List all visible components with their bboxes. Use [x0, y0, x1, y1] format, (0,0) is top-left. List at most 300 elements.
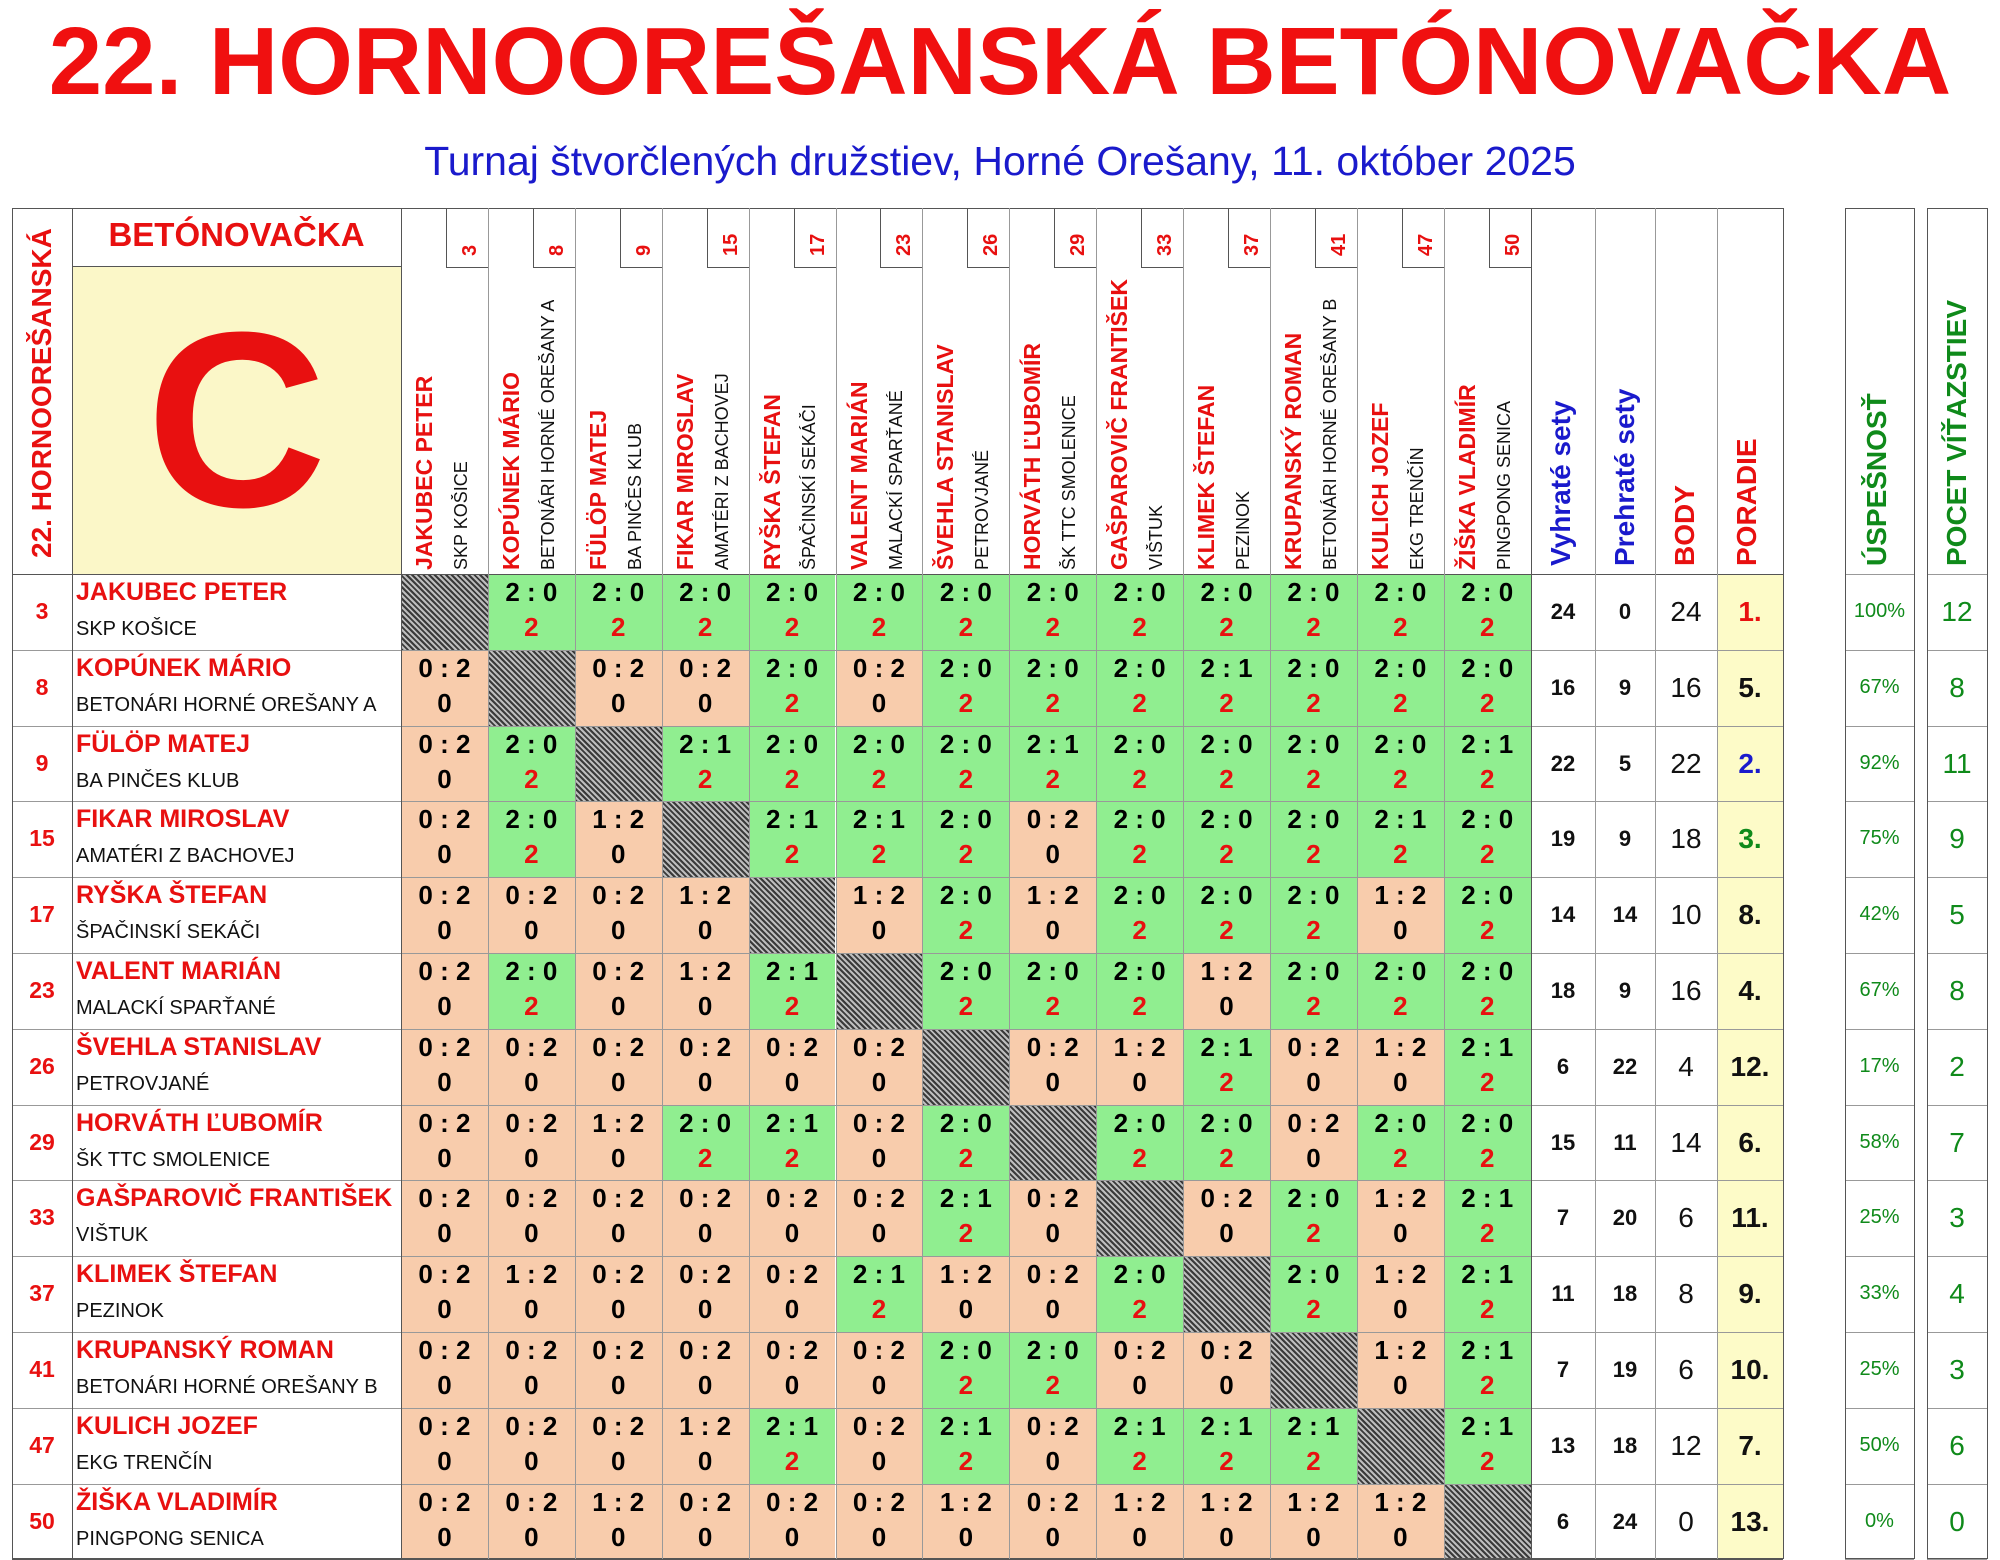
row-rank: 7. — [1738, 1429, 1762, 1461]
self-match-cell — [749, 877, 836, 953]
match-points: 2 — [1306, 687, 1321, 718]
match-cell — [922, 1408, 1009, 1484]
match-points: 0 — [437, 1370, 452, 1400]
row-won-sets: 16 — [1550, 674, 1576, 700]
grid-line — [575, 208, 576, 1559]
match-points: 2 — [1306, 839, 1321, 870]
row-points: 24 — [1670, 596, 1702, 627]
column-player-number-box — [1489, 208, 1531, 268]
match-cell — [1270, 1180, 1357, 1256]
match-points: 2 — [958, 1370, 974, 1400]
match-points: 0 — [871, 1370, 887, 1400]
match-points: 0 — [784, 1218, 800, 1249]
row-points: 6 — [1678, 1354, 1694, 1385]
match-score: 0 : 2 — [766, 1486, 819, 1517]
match-cell — [575, 877, 662, 953]
grid-line — [749, 208, 750, 1559]
row-points: 10 — [1670, 899, 1702, 931]
match-cell — [662, 1332, 749, 1408]
match-cell — [836, 1332, 923, 1408]
match-points: 0 — [871, 1521, 887, 1552]
page-subtitle: Turnaj štvorčlených družstiev, Horné Orešany, 11. október 2025 — [424, 138, 1576, 184]
match-points: 2 — [1045, 763, 1060, 794]
match-points: 0 — [1393, 1066, 1408, 1097]
match-points: 0 — [524, 1066, 539, 1097]
column-player-club: AMATÉRI Z BACHOVEJ — [711, 373, 732, 570]
column-player-club: EKG TRENČÍN — [1406, 447, 1427, 570]
grid-line — [1845, 1029, 1914, 1030]
match-points: 0 — [1393, 915, 1408, 946]
column-player-club: MALACKÍ SPARŤANÉ — [885, 390, 906, 570]
match-score: 2 : 0 — [1200, 880, 1253, 911]
match-points: 2 — [1045, 687, 1060, 718]
match-points: 2 — [1219, 763, 1234, 794]
grid-line — [1927, 1408, 1987, 1409]
row-points: 4 — [1678, 1050, 1694, 1082]
self-match-cell — [836, 953, 923, 1029]
grid-line — [1845, 1180, 1914, 1181]
grid-line — [1927, 877, 1987, 878]
match-score: 2 : 0 — [1287, 652, 1340, 683]
match-score: 2 : 1 — [1461, 1259, 1514, 1290]
match-score: 0 : 2 — [1113, 1335, 1166, 1365]
self-match-cell — [922, 1029, 1009, 1105]
match-score: 0 : 2 — [418, 1107, 471, 1138]
match-cell — [1357, 1256, 1444, 1332]
row-won-sets: 6 — [1556, 1508, 1570, 1534]
match-score: 0 : 2 — [1287, 1107, 1340, 1138]
match-points: 0 — [611, 1521, 626, 1552]
row-rank: 4. — [1738, 975, 1762, 1006]
match-cell — [1009, 801, 1096, 877]
match-score: 2 : 0 — [1113, 652, 1166, 683]
match-points: 0 — [1393, 1370, 1408, 1400]
column-player-club: ŠK TTC SMOLENICE — [1059, 395, 1080, 570]
match-points: 0 — [697, 1066, 713, 1097]
row-player-name: KULICH JOZEF — [76, 1411, 258, 1440]
match-score: 2 : 0 — [1200, 1107, 1253, 1138]
match-score: 2 : 0 — [1287, 804, 1340, 835]
match-score: 2 : 1 — [939, 1410, 992, 1441]
match-score: 2 : 0 — [1200, 577, 1253, 607]
match-score: 0 : 2 — [766, 1031, 819, 1062]
match-points: 0 — [697, 991, 713, 1021]
match-cell — [1270, 1105, 1357, 1181]
match-points: 2 — [958, 612, 974, 642]
match-score: 2 : 1 — [852, 1259, 905, 1290]
row-wins-count: 8 — [1949, 975, 1965, 1006]
match-points: 0 — [697, 1370, 713, 1400]
match-score: 1 : 2 — [1374, 1183, 1427, 1214]
row-player-number: 8 — [35, 673, 49, 700]
match-cell — [488, 574, 575, 650]
match-cell — [749, 574, 836, 650]
match-points: 2 — [784, 612, 800, 642]
header-lost-sets: Prehraté sety — [1609, 388, 1640, 566]
column-player-name: JAKUBEC PETER — [411, 375, 437, 570]
row-rank: 5. — [1738, 671, 1762, 703]
match-cell — [749, 1484, 836, 1560]
grid-line — [1927, 1180, 1987, 1181]
match-points: 0 — [871, 1218, 887, 1249]
column-player-name: ŽIŠKA VLADIMÍR — [1453, 384, 1480, 570]
match-score: 2 : 1 — [1200, 1031, 1253, 1062]
row-rank: 13. — [1730, 1505, 1770, 1537]
match-score: 2 : 1 — [1461, 1335, 1514, 1365]
match-points: 2 — [1393, 1142, 1408, 1173]
match-points: 0 — [611, 1142, 626, 1173]
match-score: 0 : 2 — [418, 1031, 471, 1062]
grid-line — [12, 801, 1783, 802]
corner-label: BETÓNOVAČKA — [108, 216, 365, 253]
match-points: 2 — [697, 763, 713, 794]
match-cell — [922, 1105, 1009, 1181]
match-cell — [401, 801, 488, 877]
match-points: 2 — [871, 612, 887, 642]
row-lost-sets: 18 — [1612, 1432, 1638, 1458]
match-score: 0 : 2 — [505, 1410, 558, 1441]
match-score: 1 : 2 — [1374, 1031, 1427, 1062]
match-score: 2 : 0 — [939, 1335, 992, 1365]
match-cell — [1009, 1256, 1096, 1332]
match-points: 2 — [1219, 915, 1234, 946]
column-player-club: SKP KOŠICE — [451, 461, 471, 570]
row-player-club: SKP KOŠICE — [76, 618, 197, 640]
match-score: 2 : 0 — [505, 804, 558, 835]
match-points: 0 — [1306, 1066, 1321, 1097]
match-score: 2 : 1 — [766, 1410, 819, 1441]
match-cell — [1096, 726, 1183, 802]
match-score: 0 : 2 — [1026, 804, 1079, 835]
match-points: 0 — [1045, 1294, 1060, 1325]
row-player-number: 9 — [35, 749, 49, 776]
row-success-rate: 0% — [1865, 1509, 1894, 1532]
row-player-club: BA PINČES KLUB — [76, 769, 240, 792]
match-cell — [1183, 1029, 1270, 1105]
match-score: 0 : 2 — [505, 1486, 558, 1517]
row-player-name: ŠVEHLA STANISLAV — [76, 1032, 322, 1061]
match-cell — [1096, 1332, 1183, 1408]
match-points: 0 — [437, 991, 452, 1021]
grid-line — [1845, 650, 1914, 651]
match-cell — [1270, 801, 1357, 877]
grid-line — [1927, 953, 1987, 954]
match-cell — [836, 574, 923, 650]
match-cell — [1270, 574, 1357, 650]
row-wins-count: 8 — [1949, 671, 1965, 703]
match-cell — [749, 1029, 836, 1105]
match-points: 2 — [1393, 991, 1408, 1021]
grid-line — [662, 208, 663, 1559]
grid-line — [1927, 574, 1987, 575]
match-score: 0 : 2 — [592, 652, 645, 683]
match-score: 0 : 2 — [1200, 1335, 1253, 1365]
match-score: 2 : 0 — [939, 1107, 992, 1138]
match-score: 0 : 2 — [1026, 1031, 1079, 1062]
row-rank: 3. — [1738, 823, 1762, 855]
grid-line — [1183, 208, 1184, 1559]
row-won-sets: 19 — [1550, 826, 1576, 852]
match-cell — [1444, 953, 1531, 1029]
match-cell — [749, 1105, 836, 1181]
match-cell — [1444, 650, 1531, 726]
match-cell — [922, 1256, 1009, 1332]
match-score: 0 : 2 — [418, 728, 471, 759]
column-player-number: 50 — [1501, 233, 1524, 256]
match-points: 2 — [958, 839, 974, 870]
row-lost-sets: 5 — [1618, 750, 1632, 776]
match-score: 2 : 0 — [1374, 728, 1427, 759]
match-score: 1 : 2 — [852, 880, 905, 911]
match-cell — [922, 1484, 1009, 1560]
row-success-rate: 42% — [1859, 903, 1900, 926]
match-points: 2 — [958, 1142, 974, 1173]
row-player-number: 33 — [29, 1204, 55, 1231]
row-player-name: RYŠKA ŠTEFAN — [76, 881, 268, 910]
row-points: 22 — [1670, 747, 1702, 779]
match-cell — [1444, 1332, 1531, 1408]
match-score: 2 : 0 — [1461, 577, 1514, 607]
match-cell — [836, 1180, 923, 1256]
row-player-number: 29 — [29, 1128, 55, 1155]
match-points: 0 — [871, 1142, 887, 1173]
grid-line — [1845, 953, 1914, 954]
match-points: 0 — [1045, 1445, 1060, 1476]
match-cell — [836, 877, 923, 953]
grid-line — [12, 953, 1783, 954]
match-points: 0 — [958, 1294, 974, 1325]
match-score: 2 : 1 — [939, 1183, 992, 1214]
header-points: BODY — [1669, 485, 1700, 566]
match-points: 2 — [1132, 612, 1147, 642]
match-score: 2 : 0 — [766, 728, 819, 759]
match-points: 0 — [784, 1370, 800, 1400]
match-points: 0 — [1045, 839, 1060, 870]
match-cell — [1357, 1180, 1444, 1256]
row-success-rate: 25% — [1859, 1206, 1900, 1229]
match-points: 2 — [1480, 1370, 1495, 1400]
match-score: 0 : 2 — [766, 1259, 819, 1290]
match-cell — [662, 1408, 749, 1484]
row-points: 16 — [1670, 671, 1702, 703]
row-won-sets: 11 — [1551, 1281, 1575, 1307]
match-cell — [749, 801, 836, 877]
match-score: 1 : 2 — [1200, 956, 1253, 986]
row-player-club: BETONÁRI HORNÉ OREŠANY A — [76, 693, 377, 716]
match-cell — [1183, 801, 1270, 877]
row-success-rate: 17% — [1859, 1054, 1900, 1077]
row-player-number: 50 — [29, 1507, 55, 1534]
grid-line — [1927, 650, 1987, 651]
match-score: 0 : 2 — [592, 1410, 645, 1441]
match-cell — [1270, 953, 1357, 1029]
row-player-name: ŽIŠKA VLADIMÍR — [76, 1487, 278, 1516]
column-player-club: ŠPAČINSKÍ SEKÁČI — [798, 404, 819, 570]
match-score: 0 : 2 — [418, 804, 471, 835]
match-cell — [575, 1332, 662, 1408]
match-score: 1 : 2 — [592, 804, 645, 835]
column-player-number: 26 — [980, 233, 1003, 256]
grid-line — [12, 1180, 1783, 1181]
match-score: 2 : 0 — [939, 804, 992, 835]
match-cell — [1270, 1408, 1357, 1484]
match-score: 0 : 2 — [505, 1107, 558, 1138]
row-player-number: 37 — [29, 1280, 55, 1307]
match-score: 0 : 2 — [418, 1259, 471, 1290]
match-points: 0 — [524, 1445, 539, 1476]
grid-line — [12, 650, 1783, 651]
match-cell — [1444, 574, 1531, 650]
match-score: 0 : 2 — [1026, 1259, 1079, 1290]
match-cell — [836, 1408, 923, 1484]
match-points: 2 — [871, 763, 887, 794]
grid-line — [72, 266, 401, 267]
self-match-cell — [1183, 1256, 1270, 1332]
match-cell — [662, 1029, 749, 1105]
match-cell — [401, 877, 488, 953]
match-score: 2 : 0 — [939, 880, 992, 911]
match-score: 2 : 0 — [1287, 880, 1340, 911]
match-points: 0 — [524, 1294, 539, 1325]
grid-line — [836, 208, 837, 1559]
match-points: 2 — [784, 1142, 800, 1173]
self-match-cell — [1096, 1180, 1183, 1256]
row-lost-sets: 18 — [1612, 1281, 1638, 1307]
match-cell — [1444, 1180, 1531, 1256]
match-points: 2 — [958, 687, 974, 718]
column-player-number-box — [620, 208, 662, 268]
match-points: 2 — [1480, 612, 1495, 642]
match-score: 1 : 2 — [1374, 1335, 1427, 1365]
grid-line — [488, 208, 489, 1559]
match-score: 0 : 2 — [852, 1183, 905, 1214]
grid-line — [1655, 208, 1656, 1559]
match-points: 2 — [1306, 915, 1321, 946]
match-cell — [1357, 953, 1444, 1029]
match-points: 0 — [524, 915, 539, 946]
match-cell — [488, 801, 575, 877]
match-points: 2 — [524, 839, 539, 870]
match-points: 2 — [1132, 915, 1147, 946]
grid-line — [1927, 1484, 1987, 1485]
match-points: 0 — [437, 1066, 452, 1097]
match-cell — [1357, 1484, 1444, 1560]
match-cell — [1357, 1029, 1444, 1105]
match-cell — [575, 1408, 662, 1484]
row-player-name: KRUPANSKÝ ROMAN — [76, 1336, 334, 1364]
row-rank: 2. — [1738, 747, 1762, 779]
match-cell — [1009, 574, 1096, 650]
match-score: 0 : 2 — [505, 1031, 558, 1062]
grid-line — [1009, 208, 1010, 1559]
match-score: 0 : 2 — [418, 1183, 471, 1214]
match-points: 2 — [524, 991, 539, 1021]
match-score: 2 : 0 — [1200, 804, 1253, 835]
match-points: 2 — [1219, 1142, 1234, 1173]
match-cell — [401, 726, 488, 802]
row-player-club: PEZINOK — [76, 1300, 164, 1323]
column-player-name: ŠVEHLA STANISLAV — [932, 344, 959, 570]
row-player-number: 23 — [29, 977, 55, 1003]
grid-line — [12, 1029, 1783, 1030]
grid-line — [1845, 1105, 1914, 1106]
match-cell — [662, 1105, 749, 1181]
match-cell — [1183, 1105, 1270, 1181]
match-cell — [662, 726, 749, 802]
column-player-number: 37 — [1241, 233, 1263, 256]
match-cell — [1444, 1029, 1531, 1105]
row-player-number: 17 — [29, 901, 55, 928]
match-cell — [1357, 726, 1444, 802]
row-points: 16 — [1670, 975, 1702, 1006]
match-score: 1 : 2 — [592, 1107, 645, 1138]
self-match-cell — [1009, 1105, 1096, 1181]
match-cell — [922, 1332, 1009, 1408]
match-cell — [1096, 801, 1183, 877]
match-points: 2 — [958, 763, 974, 794]
match-score: 2 : 0 — [1287, 577, 1340, 607]
grid-line — [12, 1484, 1783, 1485]
match-cell — [1357, 801, 1444, 877]
match-cell — [662, 953, 749, 1029]
row-points: 8 — [1678, 1278, 1694, 1310]
match-score: 0 : 2 — [679, 652, 732, 683]
match-points: 0 — [1132, 1521, 1147, 1552]
grid-line — [1927, 208, 1987, 209]
match-cell — [401, 1029, 488, 1105]
match-cell — [1009, 953, 1096, 1029]
match-points: 2 — [1480, 839, 1495, 870]
match-points: 0 — [958, 1521, 974, 1552]
row-player-number: 15 — [29, 825, 55, 852]
grid-line — [12, 1332, 1783, 1333]
match-cell — [922, 801, 1009, 877]
header-won-sets: Vyhraté sety — [1545, 400, 1576, 566]
match-score: 0 : 2 — [679, 1335, 732, 1365]
row-won-sets: 7 — [1556, 1357, 1570, 1382]
match-score: 2 : 0 — [939, 652, 992, 683]
match-score: 0 : 2 — [418, 1486, 471, 1517]
row-player-number: 47 — [29, 1431, 55, 1458]
match-score: 0 : 2 — [418, 652, 471, 683]
match-cell — [1009, 877, 1096, 953]
column-player-name: KOPÚNEK MÁRIO — [497, 371, 524, 570]
match-cell — [575, 1484, 662, 1560]
match-points: 2 — [1393, 839, 1408, 870]
match-score: 0 : 2 — [505, 1183, 558, 1214]
row-wins-count: 4 — [1949, 1278, 1965, 1310]
match-cell — [1096, 1484, 1183, 1560]
match-points: 0 — [611, 1218, 626, 1249]
match-score: 2 : 1 — [766, 804, 819, 835]
match-score: 1 : 2 — [505, 1259, 558, 1290]
match-points: 0 — [697, 1218, 713, 1249]
match-score: 0 : 2 — [766, 1335, 819, 1365]
match-cell — [488, 1105, 575, 1181]
match-points: 0 — [784, 1521, 800, 1552]
match-score: 0 : 2 — [852, 652, 905, 683]
grid-line — [12, 726, 1783, 727]
row-player-club: ŠPAČINSKÍ SEKÁČI — [76, 921, 261, 944]
grid-line — [401, 208, 402, 1559]
match-cell — [1009, 1332, 1096, 1408]
match-score: 2 : 1 — [1200, 1410, 1253, 1441]
row-lost-sets: 19 — [1612, 1357, 1638, 1382]
match-cell — [1183, 953, 1270, 1029]
match-cell — [1357, 574, 1444, 650]
row-lost-sets: 0 — [1618, 599, 1632, 624]
column-player-name: FÜLÖP MATEJ — [584, 409, 611, 570]
